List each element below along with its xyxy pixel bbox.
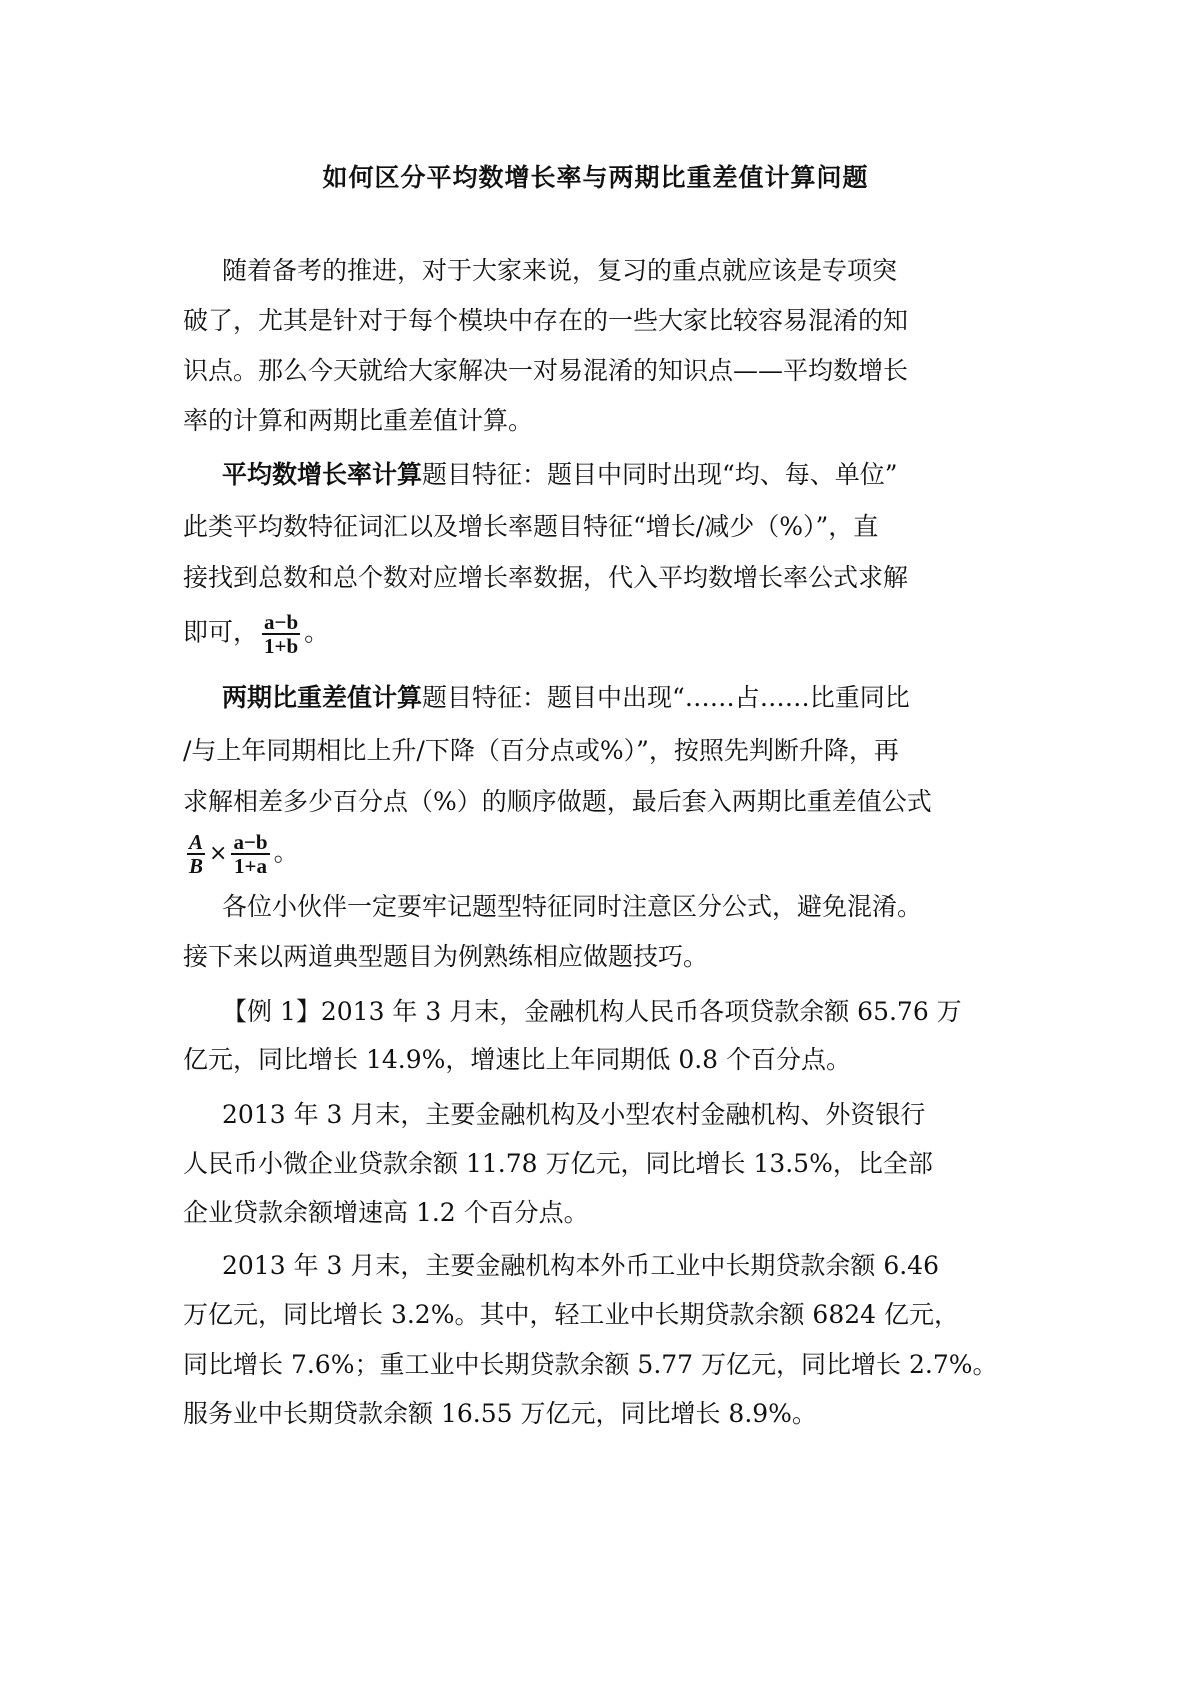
growth-diff-numerator: a−b <box>233 830 268 854</box>
example-line-1: 【例 1】2013 年 3 月末，金融机构人民币各项贷款余额 65.76 万 <box>222 997 962 1026</box>
page-title: 如何区分平均数增长率与两期比重差值计算问题 <box>322 163 869 192</box>
growth-diff-denominator: 1+a <box>234 854 268 878</box>
section1-line-4 <box>183 611 329 657</box>
formula-suffix: 。 <box>273 837 299 867</box>
example-line-4: 人民币小微企业贷款余额 11.78 万亿元，同比增长 13.5%，比全部 <box>183 1149 933 1178</box>
section2-heading: 两期比重差值计算 <box>222 683 423 712</box>
closing-line-1: 各位小伙伴一定要牢记题型特征同时注意区分公式，避免混淆。 <box>222 892 923 921</box>
section1-heading: 平均数增长率计算 <box>222 460 423 489</box>
share-diff-formula <box>183 831 299 877</box>
section1-line-1 <box>222 460 898 490</box>
avg-growth-formula <box>262 611 300 657</box>
section1-line-1-text: 题目特征：题目中同时出现“均、每、单位” <box>422 460 898 489</box>
section1-line-4-prefix: 即可， <box>183 617 259 647</box>
section1-line-3: 接找到总数和总个数对应增长率数据，代入平均数增长率公式求解 <box>183 563 909 592</box>
section2-line-2: /与上年同期相比上升/下降（百分点或%）”，按照先判断升降，再 <box>183 736 899 765</box>
example-line-3: 2013 年 3 月末，主要金融机构及小型农村金融机构、外资银行 <box>222 1100 926 1129</box>
intro-line-1: 随着备考的推进，对于大家来说，复习的重点就应该是专项突 <box>222 256 898 285</box>
example-line-7: 万亿元，同比增长 3.2%。其中，轻工业中长期贷款余额 6824 亿元， <box>183 1300 959 1329</box>
share-ratio-numerator: A <box>189 830 204 854</box>
section1-line-2: 此类平均数特征词汇以及增长率题目特征“增长/减少（%）”，直 <box>183 512 879 541</box>
intro-line-2: 破了，尤其是针对于每个模块中存在的一些大家比较容易混淆的知 <box>183 306 909 335</box>
example-line-6: 2013 年 3 月末，主要金融机构本外币工业中长期贷款余额 6.46 <box>222 1251 939 1280</box>
intro-line-3: 识点。那么今天就给大家解决一对易混淆的知识点——平均数增长 <box>183 356 909 385</box>
example-line-8: 同比增长 7.6%；重工业中长期贷款余额 5.77 万亿元，同比增长 2.7%。 <box>183 1350 998 1379</box>
section2-line-1 <box>222 683 910 713</box>
multiply-sign: × <box>209 841 228 866</box>
share-ratio-fraction <box>187 831 205 877</box>
share-ratio-denominator: B <box>189 854 204 878</box>
section1-line-4-suffix: 。 <box>304 617 330 647</box>
example-line-2: 亿元，同比增长 14.9%，增速比上年同期低 0.8 个百分点。 <box>183 1045 852 1074</box>
example-line-5: 企业贷款余额增速高 1.2 个百分点。 <box>183 1198 589 1227</box>
closing-line-2: 接下来以两道典型题目为例熟练相应做题技巧。 <box>183 942 709 971</box>
avg-growth-denominator: 1+b <box>264 634 299 658</box>
section2-line-3: 求解相差多少百分点（%）的顺序做题，最后套入两期比重差值公式 <box>183 787 932 816</box>
growth-diff-fraction <box>231 831 269 877</box>
intro-line-4: 率的计算和两期比重差值计算。 <box>183 406 534 435</box>
avg-growth-numerator: a−b <box>264 610 299 634</box>
section2-line-1-text: 题目特征：题目中出现“……占……比重同比 <box>422 683 910 712</box>
example-line-9: 服务业中长期贷款余额 16.55 万亿元，同比增长 8.9%。 <box>183 1399 817 1428</box>
